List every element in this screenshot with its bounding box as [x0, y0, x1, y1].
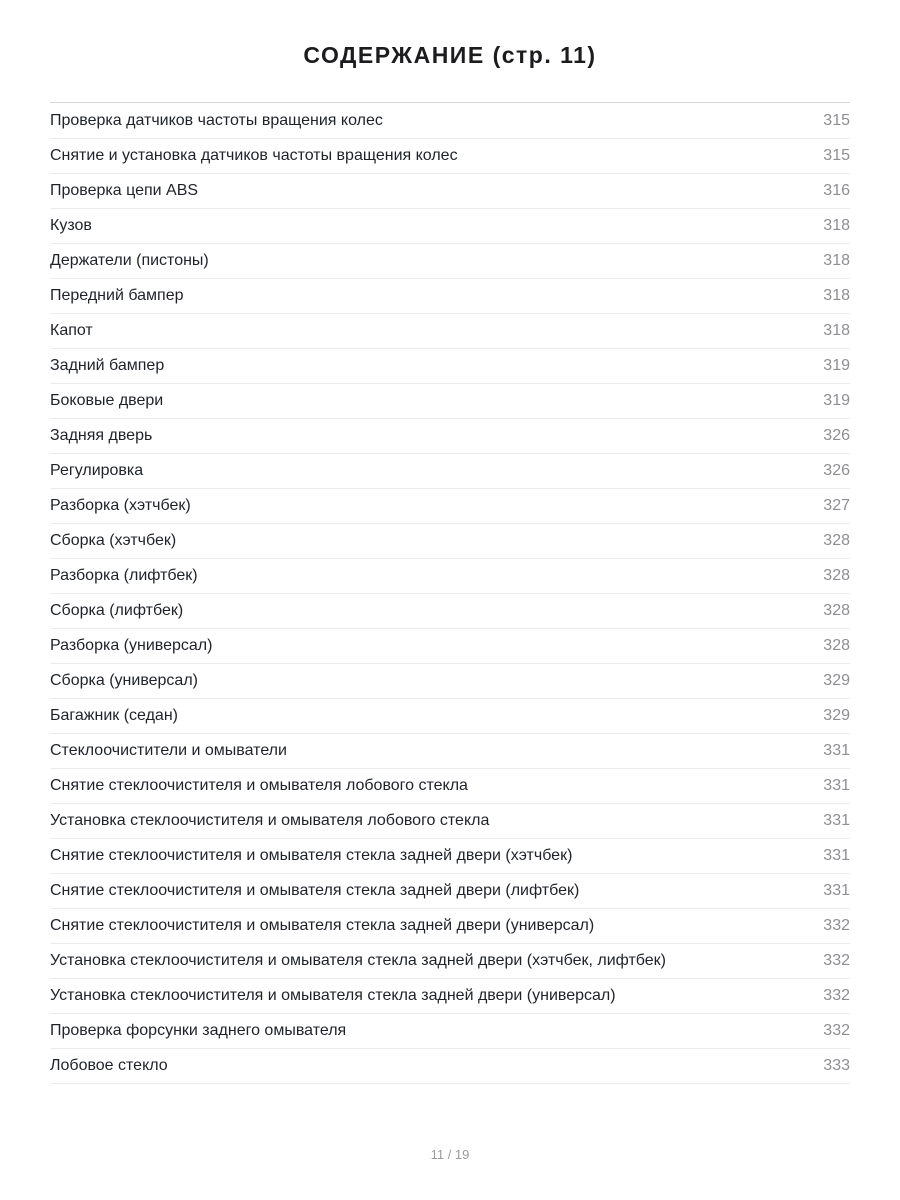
toc-entry-title: Сборка (лифтбек)	[50, 602, 184, 619]
toc-entry-page: 327	[823, 497, 850, 514]
toc-entry[interactable]	[50, 1049, 850, 1084]
toc-entry-page: 315	[823, 147, 850, 164]
toc-entry-title: Установка стеклоочистителя и омывателя стекла задней двери (универсал)	[50, 987, 616, 1004]
toc-entry-title: Разборка (универсал)	[50, 637, 213, 654]
toc-entry-page: 328	[823, 567, 850, 584]
toc-entry[interactable]	[50, 489, 850, 524]
toc-entry-page: 331	[823, 777, 850, 794]
toc-entry-page: 332	[823, 987, 850, 1004]
toc-entry[interactable]	[50, 524, 850, 559]
toc-entry-title: Лобовое стекло	[50, 1057, 168, 1074]
toc-entry[interactable]	[50, 279, 850, 314]
toc-entry-page: 332	[823, 917, 850, 934]
toc-entry-title: Регулировка	[50, 462, 144, 479]
toc-entry[interactable]	[50, 314, 850, 349]
toc-entry-page: 318	[823, 217, 850, 234]
toc-entry-page: 331	[823, 847, 850, 864]
toc-entry-title: Кузов	[50, 217, 92, 234]
toc-entry-page: 329	[823, 672, 850, 689]
toc-entry-title: Стеклоочистители и омыватели	[50, 742, 287, 759]
toc-entry-page: 331	[823, 882, 850, 899]
toc-entry[interactable]	[50, 104, 850, 139]
toc-entry-page: 318	[823, 252, 850, 269]
toc-entry-title: Установка стеклоочистителя и омывателя стекла задней двери (хэтчбек, лифтбек)	[50, 952, 666, 969]
toc-entry[interactable]	[50, 349, 850, 384]
toc-entry-page: 331	[823, 742, 850, 759]
toc-entry-title: Проверка датчиков частоты вращения колес	[50, 112, 383, 129]
toc-entry-title: Боковые двери	[50, 392, 164, 409]
toc-entry-page: 328	[823, 602, 850, 619]
toc-entry[interactable]	[50, 629, 850, 664]
toc-entry-page: 315	[823, 112, 850, 129]
toc-entry-page: 326	[823, 427, 850, 444]
toc-entry-title: Разборка (лифтбек)	[50, 567, 198, 584]
toc-entry[interactable]	[50, 419, 850, 454]
toc-entry[interactable]	[50, 699, 850, 734]
toc-entry[interactable]	[50, 874, 850, 909]
toc-entry-page: 318	[823, 322, 850, 339]
toc-entry-title: Задний бампер	[50, 357, 165, 374]
toc-entry[interactable]	[50, 209, 850, 244]
toc-entry[interactable]	[50, 1014, 850, 1049]
page-number-indicator: 11 / 19	[430, 1147, 470, 1162]
toc-entry-page: 332	[823, 952, 850, 969]
toc-entry[interactable]	[50, 139, 850, 174]
toc-entry-page: 331	[823, 812, 850, 829]
toc-entry-title: Задняя дверь	[50, 427, 153, 444]
page-title: СОДЕРЖАНИЕ (стр. 11)	[303, 42, 597, 68]
toc-entry-title: Сборка (универсал)	[50, 672, 198, 689]
toc-entry-title: Сборка (хэтчбек)	[50, 532, 177, 549]
toc-entry[interactable]	[50, 839, 850, 874]
toc-entry[interactable]	[50, 769, 850, 804]
toc-entry[interactable]	[50, 909, 850, 944]
toc-entry[interactable]	[50, 559, 850, 594]
toc-entry-page: 318	[823, 287, 850, 304]
toc-entry-page: 332	[823, 1022, 850, 1039]
toc-entry[interactable]	[50, 454, 850, 489]
toc-entry-page: 328	[823, 532, 850, 549]
toc-entry-page: 329	[823, 707, 850, 724]
toc-entry-title: Разборка (хэтчбек)	[50, 497, 191, 514]
toc-entry[interactable]	[50, 804, 850, 839]
toc-entry-title: Снятие стеклоочистителя и омывателя стекла задней двери (универсал)	[50, 917, 595, 934]
toc-entry-title: Снятие стеклоочистителя и омывателя лобового стекла	[50, 777, 468, 794]
toc-entry-title: Снятие стеклоочистителя и омывателя стекла задней двери (хэтчбек)	[50, 847, 573, 864]
toc-entry-title: Проверка цепи ABS	[50, 182, 199, 199]
toc-entry-title: Держатели (пистоны)	[50, 252, 209, 269]
toc-entry[interactable]	[50, 174, 850, 209]
toc-entry[interactable]	[50, 944, 850, 979]
toc-list	[50, 104, 850, 1084]
toc-entry-title: Снятие и установка датчиков частоты вращения колес	[50, 147, 458, 164]
toc-entry[interactable]	[50, 244, 850, 279]
toc-entry-page: 319	[823, 357, 850, 374]
toc-entry-title: Передний бампер	[50, 287, 184, 304]
toc-entry[interactable]	[50, 734, 850, 769]
toc-entry-page: 326	[823, 462, 850, 479]
toc-entry-page: 328	[823, 637, 850, 654]
toc-entry[interactable]	[50, 664, 850, 699]
toc-entry[interactable]	[50, 384, 850, 419]
toc-entry-title: Проверка форсунки заднего омывателя	[50, 1022, 347, 1039]
header-divider	[50, 102, 850, 103]
toc-entry-page: 316	[823, 182, 850, 199]
toc-entry-title: Снятие стеклоочистителя и омывателя стекла задней двери (лифтбек)	[50, 882, 580, 899]
toc-entry-title: Установка стеклоочистителя и омывателя лобового стекла	[50, 812, 490, 829]
toc-entry-title: Багажник (седан)	[50, 707, 178, 724]
toc-entry-page: 319	[823, 392, 850, 409]
toc-entry-page: 333	[823, 1057, 850, 1074]
toc-entry[interactable]	[50, 979, 850, 1014]
toc-entry-title: Капот	[50, 322, 93, 339]
toc-entry[interactable]	[50, 594, 850, 629]
